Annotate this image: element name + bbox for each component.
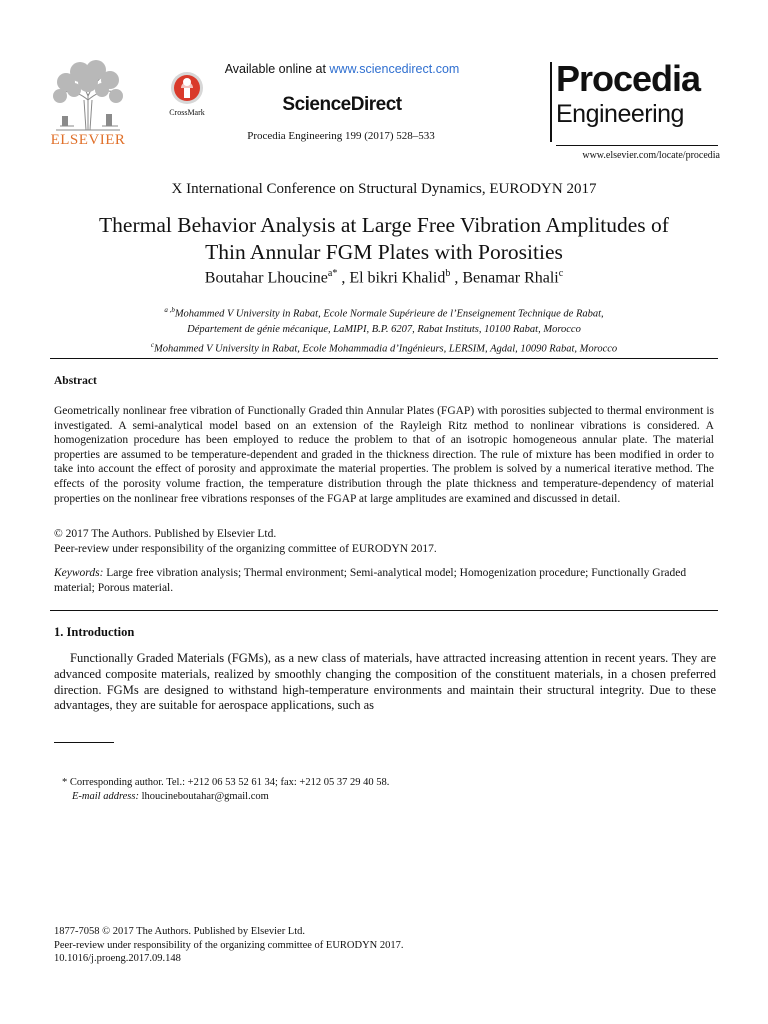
affiliations [40, 303, 728, 357]
author-affiliation-mark: c [558, 268, 564, 279]
author-name: Boutahar Lhoucine [204, 269, 328, 287]
peer-review-line: Peer-review under responsibility of the organizing committee of EURODYN 2017. [54, 543, 437, 555]
footer-doi[interactable]: 10.1016/j.proeng.2017.09.148 [54, 953, 181, 964]
email-label: E-mail address: [72, 791, 139, 802]
email-address[interactable]: lhoucineboutahar@gmail.com [138, 791, 269, 802]
crossmark-label: CrossMark [169, 108, 205, 117]
section-heading-introduction: 1. Introduction [54, 625, 135, 639]
available-online [210, 62, 474, 76]
sciencedirect-wordmark: ScienceDirect [282, 94, 402, 115]
journal-citation: Procedia Engineering 199 (2017) 528–533 [247, 130, 435, 142]
keywords [54, 566, 714, 596]
affiliation-ab-line-1: $^{a ,b}$Mohammed V University in Rabat, Ecole Normale Supérieure de l’Enseignement Technique de Rabat, [164, 306, 604, 320]
footer-issn-line: 1877-7058 © 2017 The Authors. Published by Elsevier Ltd. [54, 926, 306, 937]
author-name: El bikri Khalid [349, 269, 446, 287]
abstract-top-rule [50, 358, 718, 359]
author-separator: , [337, 269, 350, 287]
paper-title [30, 212, 738, 266]
email-footnote [72, 791, 269, 802]
affiliation-c-line: $^c$Mohammed V University in Rabat, Ecole Mohammadia d’Ingénieurs, LERSIM, Agdal, 10090 Rabat, Morocco [150, 340, 618, 354]
author-affiliation-mark: a* [327, 268, 338, 279]
abstract-bottom-rule [50, 610, 718, 611]
affiliation-ab-line-2: Département de génie mécanique, LaMIPI, B.P. 6207, Rabat Instituts, 10100 Rabat, Morocco [187, 324, 581, 335]
abstract-heading: Abstract [54, 375, 97, 387]
elsevier-tree-icon [46, 60, 130, 132]
copyright-line: © 2017 The Authors. Published by Elsevier Ltd. [54, 528, 277, 540]
affiliation-c-mark: c [150, 340, 154, 349]
engineering-wordmark: Engineering [556, 100, 684, 128]
title-line-1: Thermal Behavior Analysis at Large Free Vibration Amplitudes of [99, 213, 669, 237]
procedia-engineering-logo [550, 60, 718, 150]
abstract-body: Geometrically nonlinear free vibration of Functionally Graded thin Annular Plates (FGAP) with porosities subjected to thermal environment is investigated. A semi-analytical model based on an extension of the Rayleigh Ritz method to nonlinear vibrations is considered. A homogenization procedure has been employed to reduce the problem to that of an isotropic homogeneous annular plate. The material properties are assumed to be temperature-dependent and graded in the thickness direction. The rule of mixture has been modified in order to take into account the effect of porosity and approximate the material properties. The problem is solved by a numerical iterative method. The effects of the porosity volume fraction, the temperature distribution through the plate thickness and temperature-dependency of material properties on the nonlinear free vibrations responses of the FGAP at large amplitudes are examined and discussed in detail. [54, 405, 714, 505]
title-line-2: Thin Annular FGM Plates with Porosities [205, 240, 563, 264]
footnote-rule [54, 742, 114, 743]
conference-line: X International Conference on Structural Dynamics, EURODYN 2017 [171, 181, 597, 197]
header-rule [556, 145, 718, 146]
logo-left-rule [550, 62, 552, 142]
procedia-wordmark: Procedia [556, 58, 701, 99]
footer [54, 925, 404, 966]
keywords-label: Keywords: [54, 567, 104, 579]
sciencedirect-link[interactable]: www.sciencedirect.com [329, 62, 460, 76]
author-separator: , [450, 269, 463, 287]
crossmark-badge[interactable] [160, 68, 214, 120]
corresponding-author-footnote: * Corresponding author. Tel.: +212 06 53 52 61 34; fax: +212 05 37 29 40 58. [62, 777, 390, 788]
footer-peer-review-line: Peer-review under responsibility of the organizing committee of EURODYN 2017. [54, 939, 404, 951]
author-name: Benamar Rhali [462, 269, 559, 287]
affiliation-ab-mark: a ,b [164, 306, 175, 314]
keywords-list: Large free vibration analysis; Thermal environment; Semi-analytical model; Homogenization procedure; Functionally Graded material; Porous material. [54, 567, 687, 594]
elsevier-wordmark: ELSEVIER [50, 132, 126, 148]
author-list [50, 268, 718, 287]
journal-url[interactable]: www.elsevier.com/locate/procedia [582, 150, 720, 161]
author-affiliation-mark: b [445, 268, 451, 279]
crossmark-icon [160, 68, 214, 108]
elsevier-logo [46, 60, 130, 150]
available-prefix: Available online at [224, 62, 330, 76]
introduction-body: Functionally Graded Materials (FGMs), as a new class of materials, have attracted increasing attention in recent years. They are advanced composite materials, realized by smoothly changing the composition of the constituent materials, in a chosen preferred direction. FGMs are designed to withstand high-temperature environments and maintain their structural integrity. Due to these advantages, they are suitable for aerospace applications, such as [54, 651, 716, 713]
